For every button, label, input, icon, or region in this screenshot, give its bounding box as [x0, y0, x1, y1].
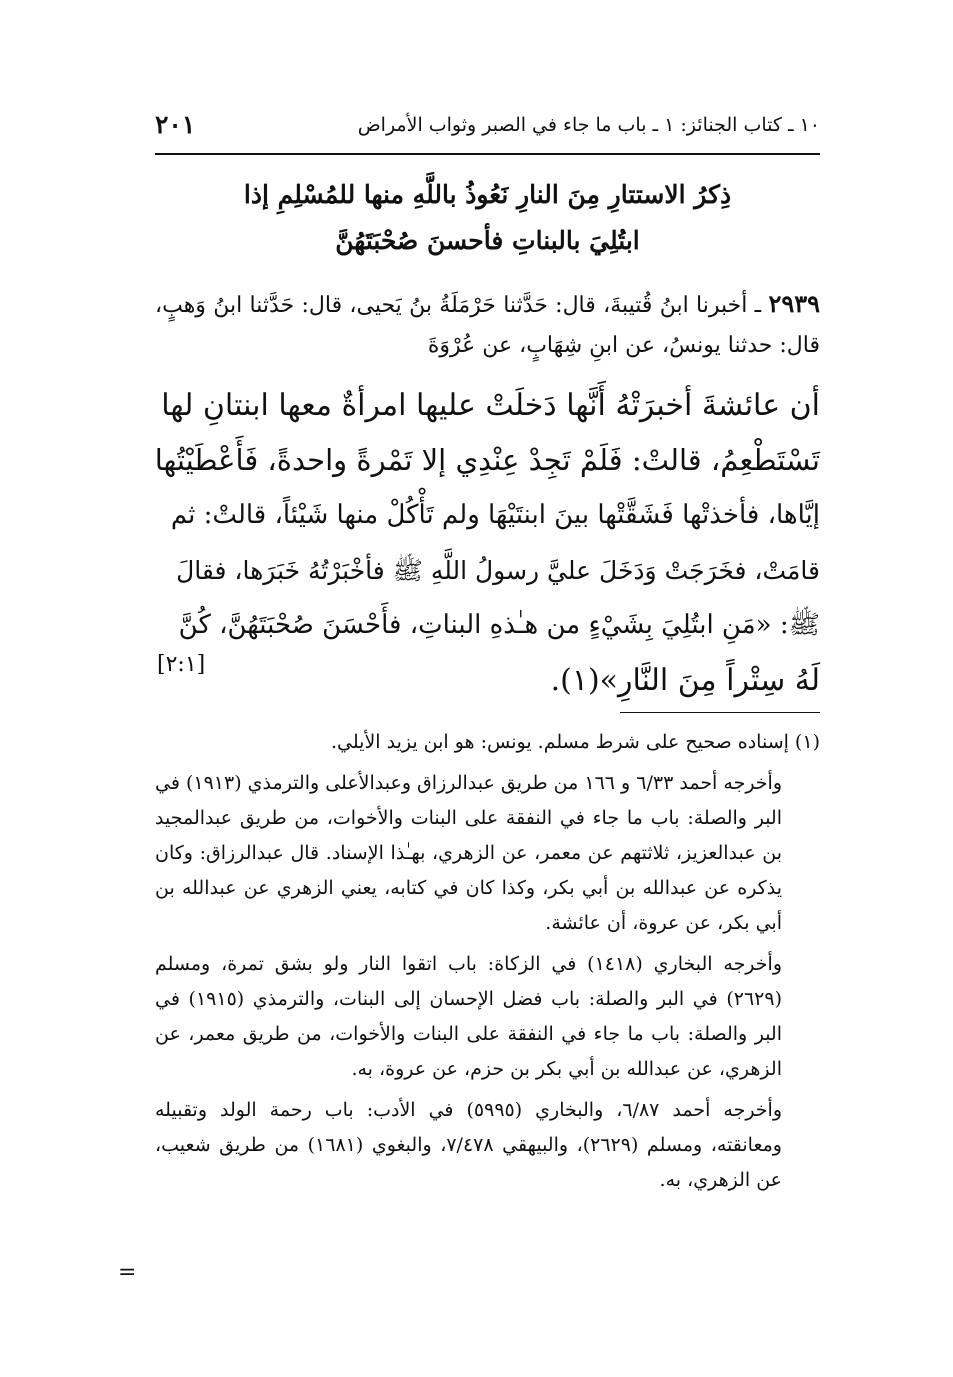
footnote-paragraph: (١) إسناده صحيح على شرط مسلم. يونس: هو ابن يزيد الأيلي. [330, 731, 820, 753]
hadith-number: ٢٩٣٩ [768, 289, 820, 318]
page-number: ٢٠١ [155, 110, 196, 139]
chapter-heading-line: ذِكرُ الاستتارِ مِنَ النارِ نَعُوذُ باللَّهِ منها للمُسْلِمِ إذا [243, 180, 732, 209]
chapter-heading-line: ابتُلِيَ بالبناتِ فأحسنَ صُحْبَتَهُنَّ [335, 226, 640, 255]
hadith-isnad [155, 284, 820, 366]
matn-line: ﷺ: «مَنِ ابتُلِيَ بِشَيْءٍ من هـٰذهِ البناتِ، فأَحْسَنَ صُحْبَتَهُنَّ، كُنَّ [178, 610, 820, 640]
matn-line: إيَّاها، فأخذتْها فَشَقَّتْها بينَ ابنتَيْهَا ولم تَأْكُلْ منها شَيْئاً، قالتْ: ثم [170, 500, 820, 530]
continuation-mark: = [118, 1260, 137, 1285]
grade-reference: [٢:١] [157, 652, 206, 677]
footnote-paragraph: وأخرجه أحمد ٦/٨٧، والبخاري (٥٩٩٥) في الأدب: باب رحمة الولد وتقبيله ومعانقته، ومسلم (٢٦٢٩)، والبيهقي ٧/٤٧٨، والبغوي (١٦٨١) من طريق شعيب، عن الزهري، به. [155, 1099, 782, 1191]
footnote-paragraph: وأخرجه أحمد ٦/٣٣ و ١٦٦ من طريق عبدالرزاق وعبدالأعلى والترمذي (١٩١٣) في البر والصلة: باب ما جاء في النفقة على البنات والأخوات، من طريق عبدالمجيد بن عبدالعزيز، ثلاثتهم عن معمر، عن الزهري، بهـٰذا الإسناد. قال عبدالرزاق: وكان يذكره عن عبدالله بن أبي بكر، وكذا كان في كتابه، يعني الزهري عن عبدالله بن أبي بكر، عن عروة، أن عائشة. [155, 772, 783, 934]
footnotes [155, 725, 820, 1204]
matn-line: تَسْتَطْعِمُ، قالتْ: فَلَمْ تَجِدْ عِنْدِي إلا تَمْرةً واحدةً، فَأَعْطَيْتُها [154, 443, 820, 477]
header-title: ١٠ ـ كتاب الجنائز: ١ ـ باب ما جاء في الصبر وثواب الأمراض [357, 114, 820, 136]
running-header [155, 108, 820, 150]
chapter-heading [155, 172, 820, 264]
header-rule [155, 153, 820, 155]
footnote-paragraph: وأخرجه البخاري (١٤١٨) في الزكاة: باب اتقوا النار ولو بشق تمرة، ومسلم (٢٦٢٩) في البر والصلة: باب فضل الإحسان إلى البنات، والترمذي (١٩١٥) في البر والصلة: باب ما جاء في النفقة على البنات والأخوات، من طريق معمر، عن الزهري، عن عبدالله بن أبي بكر بن حزم، عن عروة، به. [155, 953, 782, 1080]
hadith-matn [155, 378, 820, 708]
matn-line: أن عائشةَ أخبرَتْهُ أَنَّها دَخلَتْ عليها امرأةٌ معها ابنتانِ لها [161, 388, 820, 423]
footnote-rule [620, 712, 820, 713]
matn-line: قامَتْ، فخَرَجَتْ وَدَخَلَ عليَّ رسولُ اللَّهِ ﷺ فأخْبَرْتُهُ خَبَرَها، فقالَ [176, 556, 820, 585]
matn-line: لَهُ سِتْراً مِنَ النَّارِ»(١). [550, 663, 820, 698]
isnad-text: ـ أخبرنا ابنُ قُتيبةَ، قال: حَدَّثنا حَرْمَلَةُ بنُ يَحيى، قال: حَدَّثنا ابنُ وَهبٍ، قال: حدثنا يونسُ، عن ابنِ شِهَابٍ، عن عُرْوَةَ [155, 293, 820, 358]
